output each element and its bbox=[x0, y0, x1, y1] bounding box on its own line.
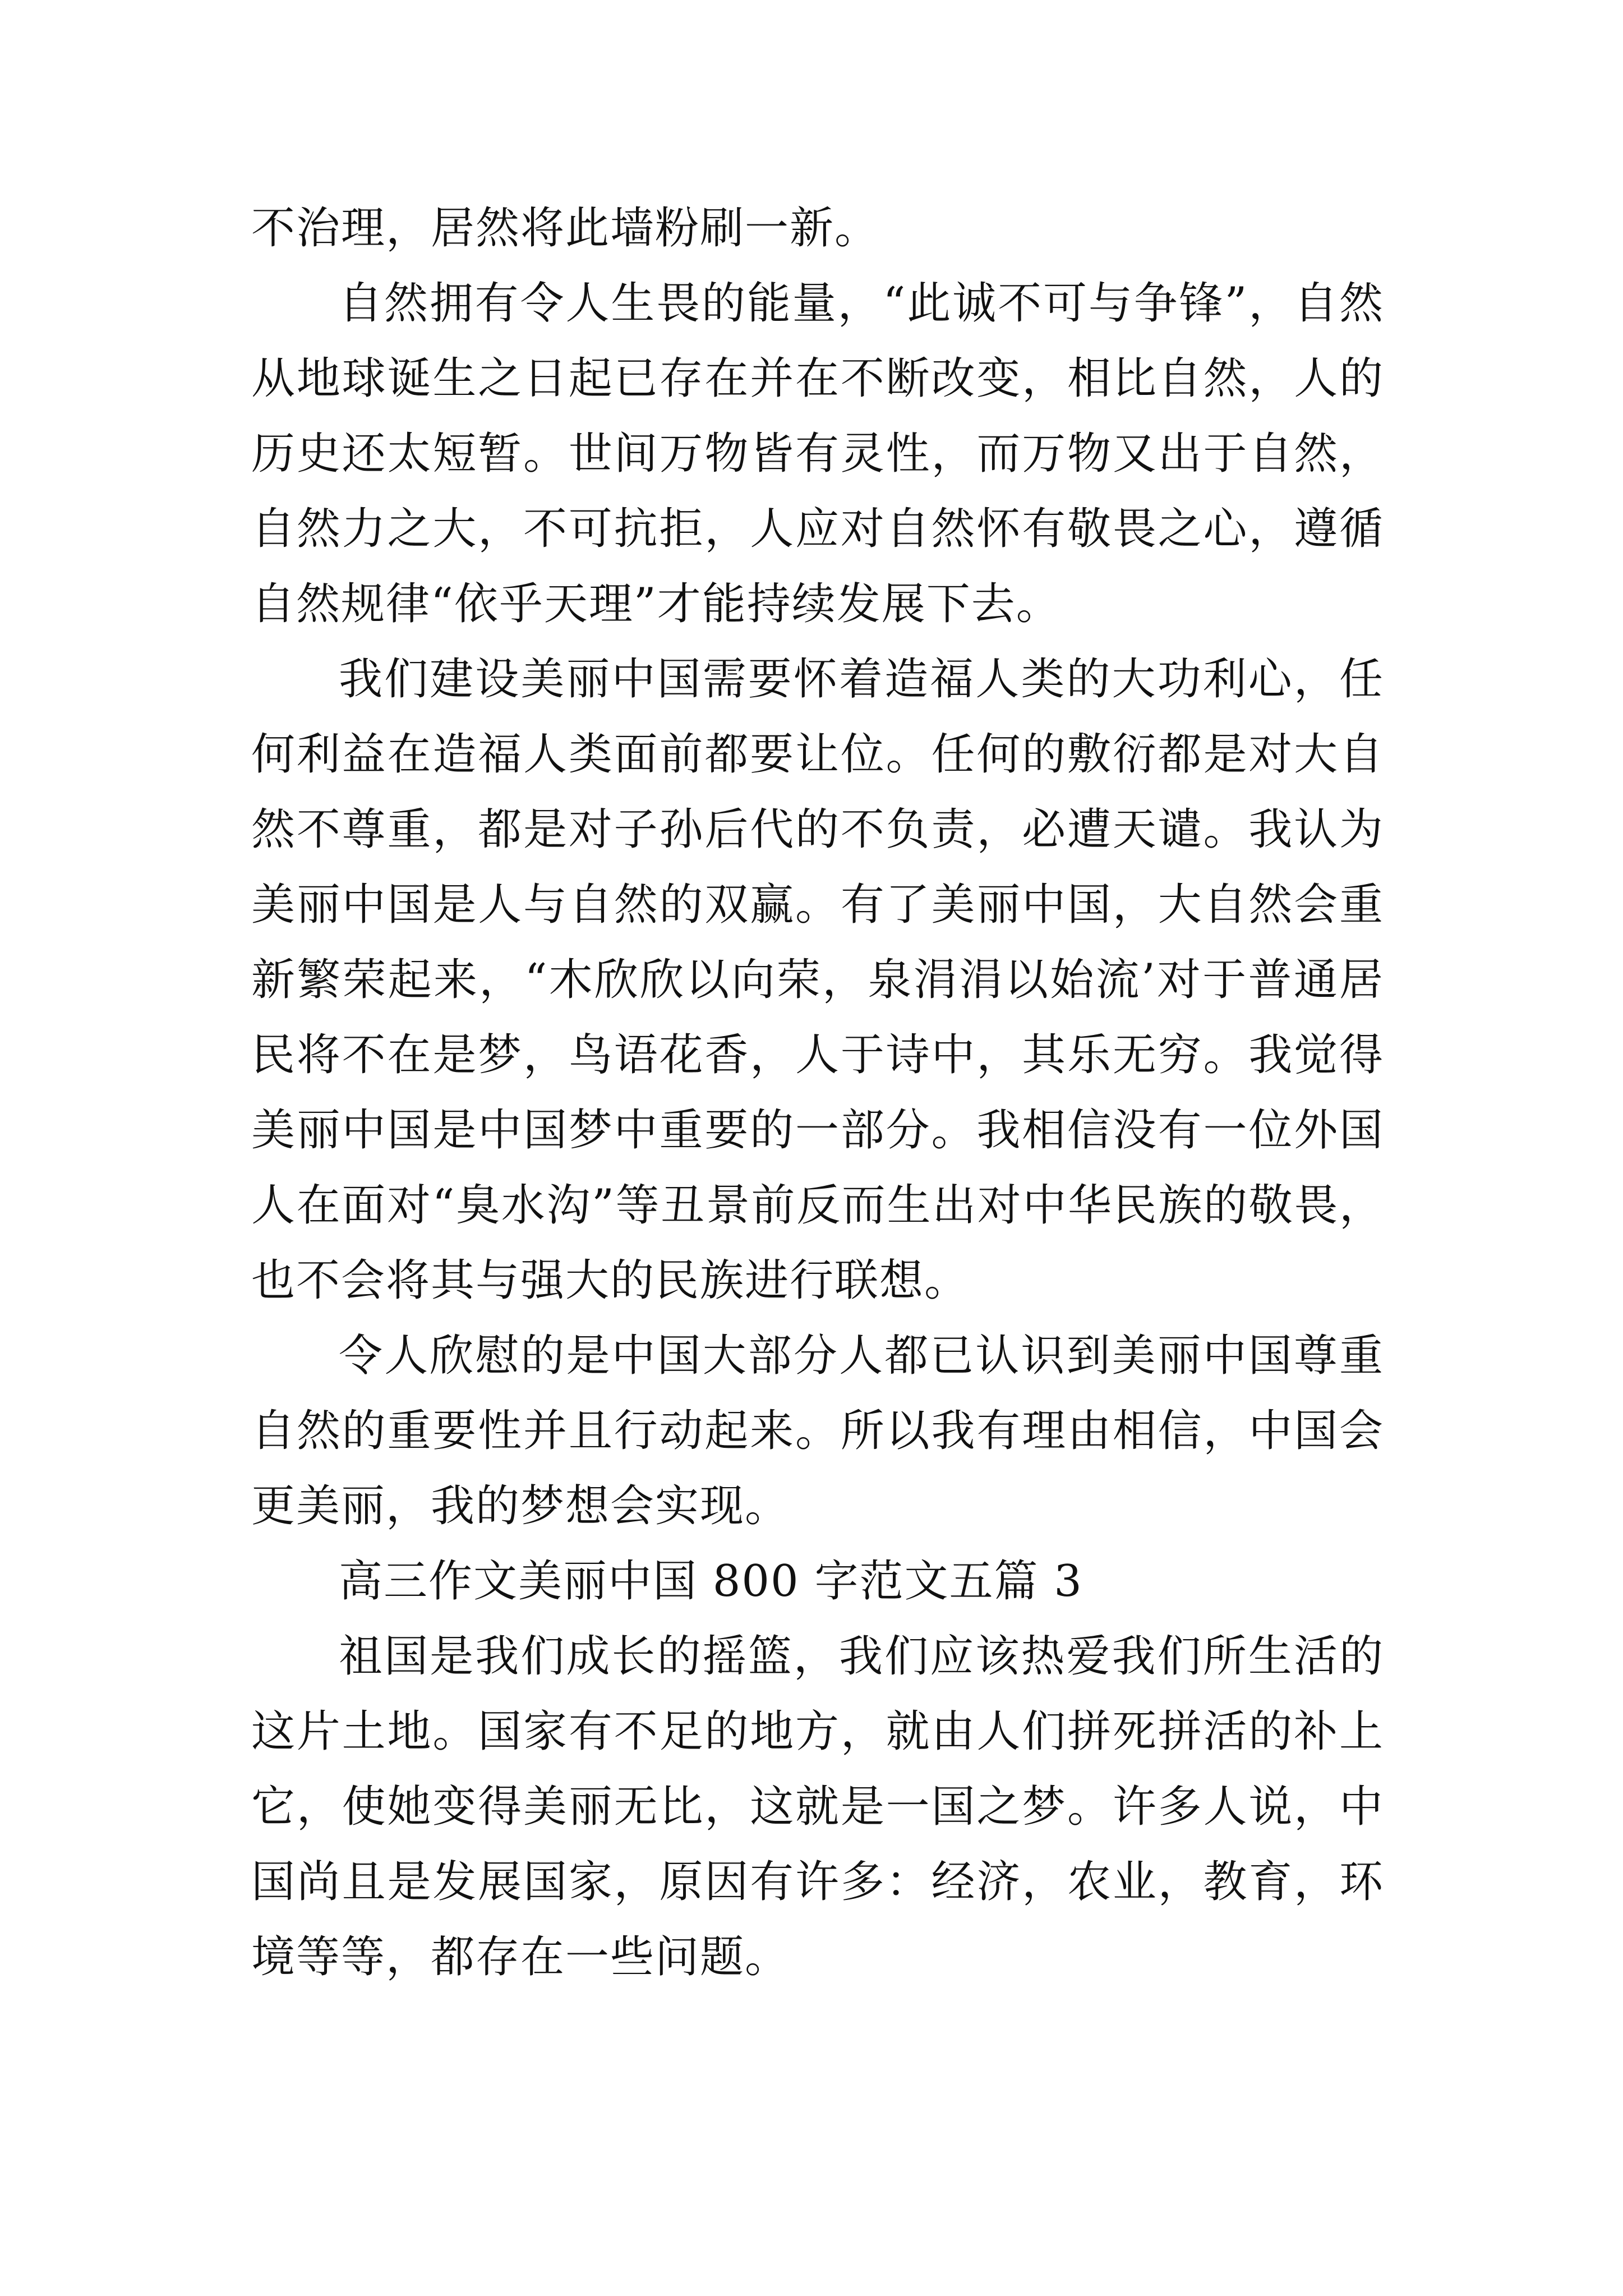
paragraph-continuation: 不治理，居然将此墙粉刷一新。 bbox=[251, 203, 880, 254]
paragraph-motherland: 祖国是我们成长的摇篮，我们应该热爱我们所生活的这片土地。国家有不足的地方，就由人们拼死拼活的补上它，使她变得美丽无比，这就是一国之梦。许多人说，中国尚且是发展国家，原因有许多：经济，农业，教育，环境等等，都存在一些问题。 bbox=[251, 1631, 1384, 1982]
paragraph-nature: 自然拥有令人生畏的能量，“此诚不可与争锋”，自然从地球诞生之日起已存在并在不断改变，相比自然，人的历史还太短暂。世间万物皆有灵性，而万物又出于自然，自然力之大，不可抗拒，人应对自然怀有敬畏之心，遵循自然规律“依乎天理”才能持续发展下去。 bbox=[251, 278, 1384, 629]
essay-heading: 高三作文美丽中国 800 字范文五篇 3 bbox=[339, 1556, 1083, 1607]
document-body bbox=[251, 191, 1384, 1995]
paragraph-gratifying: 令人欣慰的是中国大部分人都已认识到美丽中国尊重自然的重要性并且行动起来。所以我有理由相信，中国会更美丽，我的梦想会实现。 bbox=[251, 1331, 1384, 1531]
paragraph-beautiful-china: 我们建设美丽中国需要怀着造福人类的大功利心，任何利益在造福人类面前都要让位。任何的敷衍都是对大自然不尊重，都是对子孙后代的不负责，必遭天谴。我认为美丽中国是人与自然的双赢。有了美丽中国，大自然会重新繁荣起来，“木欣欣以向荣，泉涓涓以始流’对于普通居民将不在是梦，鸟语花香，人于诗中，其乐无穷。我觉得美丽中国是中国梦中重要的一部分。我相信没有一位外国人在面对“臭水沟”等丑景前反而生出对中华民族的敬畏，也不会将其与强大的民族进行联想。 bbox=[251, 654, 1384, 1306]
